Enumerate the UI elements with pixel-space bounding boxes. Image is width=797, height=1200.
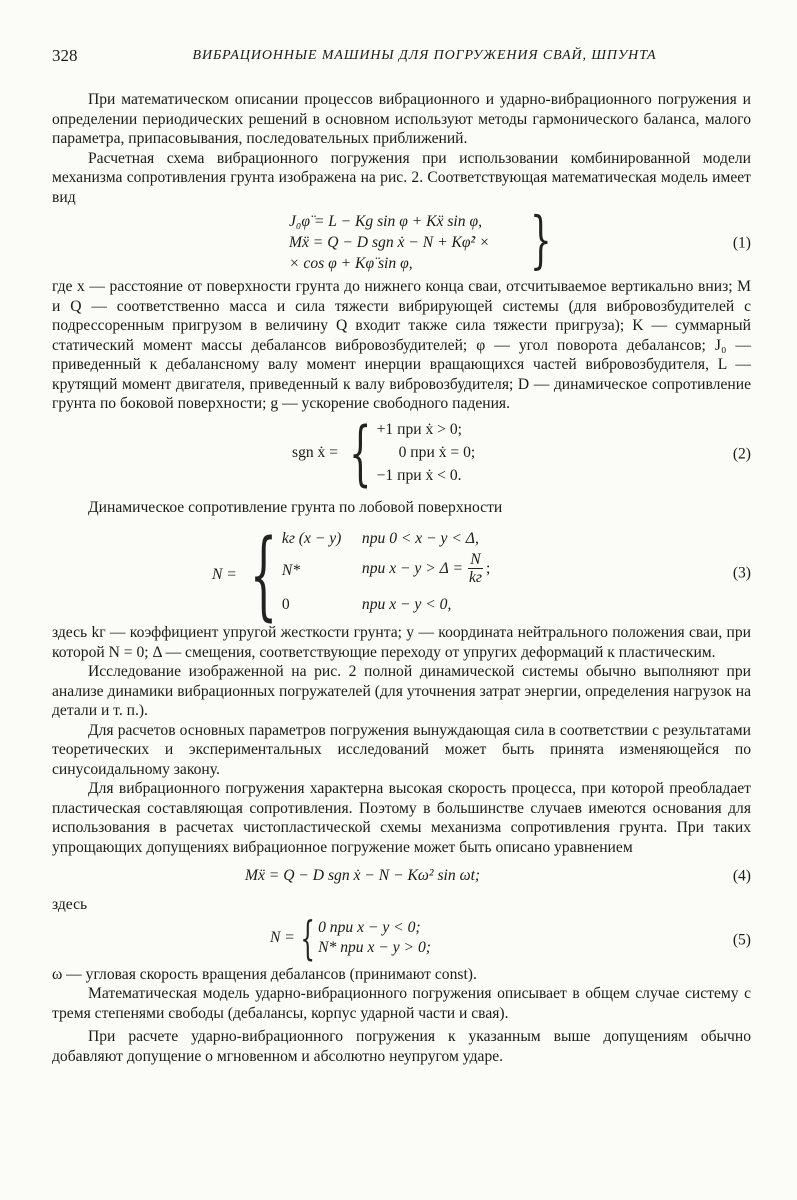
equation-1-line-1: J₀φ̈ = L − Kg sin φ + Kẍ sin φ, — [289, 213, 482, 230]
running-title: ВИБРАЦИОННЫЕ МАШИНЫ ДЛЯ ПОГРУЖЕНИЯ СВАЙ, ШПУНТА — [192, 48, 657, 63]
left-brace: { — [300, 910, 315, 965]
equation-5-lhs: N = — [270, 928, 295, 946]
equation-3-case-3-expr: 0 — [281, 596, 290, 613]
page-body — [52, 90, 751, 1066]
equation-3-number: (3) — [732, 564, 751, 582]
paragraph-frontal-resistance: Динамическое сопротивление грунта по лобовой поверхности — [88, 498, 503, 516]
equation-3-case-1-cond: при 0 < x − y < Δ, — [361, 530, 479, 547]
equation-3-lhs: N = — [212, 566, 237, 584]
paragraph-plastic: Для вибрационного погружения характерна высокая скорость процесса, при которой преобладает пластическая составляющая сопротивления. Поэтому в большинстве случаев имеются основания для использования в расчетах чистопластической схемы механизма сопротивления грунта. При таких упрощающих допущениях вибрационное погружение может быть описано уравнением — [52, 780, 751, 856]
paragraph-full-system: Исследование изображенной на рис. 2 полной динамической системы обычно выполняют при анализе динамики вибрационных погружателей (для уточнения затрат энергии, определения нагрузок на детали и т. п.). — [52, 663, 751, 719]
paragraph-forcing: Для расчетов основных параметров погружения вынуждающая сила в соответствии с результатами теоретических и экспериментальных исследований может быть принята изменяющейся по синусоидальному закону. — [52, 721, 751, 778]
equation-3-case-2-expr: N* — [281, 562, 301, 579]
page-number: 328 — [52, 46, 78, 65]
paragraph-omega: ω — угловая скорость вращения дебалансов (принимают const). — [52, 965, 477, 983]
equation-4-expr: Mẍ = Q − D sgn ẋ − N − Kω² sin ωt; — [245, 867, 481, 884]
paragraph-here: здесь — [52, 896, 88, 913]
equation-2-number: (2) — [732, 444, 751, 462]
paragraph-scheme: Расчетная схема вибрационного погружения при использовании комбинированной модели механизма сопротивления грунта изображена на рис. 2. Соответствующая математическая модель имеет вид — [52, 149, 751, 206]
equation-3-case-2-tail: ; — [485, 559, 491, 577]
equation-2-lhs: sgn ẋ = — [292, 443, 339, 461]
paragraph-definitions: где x — расстояние от поверхности грунта до нижнего конца сваи, отсчитываемое вертикально вниз; M и Q — соответственно масса и сила тяжести вибрирующей системы (для вибровозбудителей с подрессоренным пригрузом в величину Q входит также сила тяжести пригруза); K — суммарный статический момент массы дебалансов вибровозбудителей; φ — угол поворота дебалансов; J₀ — приведенный к дебалансному валу момент инерции вращающихся частей вибровозбудителя, L — крутящий момент двигателя, приведенный к валу вибровозбудителя; D — динамическое сопротивление грунта по боковой поверхности; g — ускорение свободного падения. — [52, 278, 751, 412]
fraction — [467, 551, 484, 586]
equation-3 — [52, 519, 751, 631]
fraction-numerator: N — [470, 551, 481, 568]
equation-4-number: (4) — [732, 867, 751, 885]
left-brace: { — [249, 519, 278, 631]
equation-3-case-2-cond: при x − y > Δ = — [361, 559, 463, 577]
equation-4 — [52, 857, 751, 895]
equation-1-line-3: × cos φ + Kφ̈ sin φ, — [289, 255, 413, 272]
paragraph-impact-assumption: При расчете ударно-вибрационного погружения к указанным выше допущениям обычно добавляют допущение о мгновенном и абсолютно неупругом ударе. — [52, 1028, 751, 1065]
paragraph-impact-model: Математическая модель ударно-вибрационного погружения описывает в общем случае систему с тремя степенями свободы (дебалансы, корпус ударной части и свая). — [52, 985, 751, 1022]
equation-3-case-3-cond: при x − y < 0, — [361, 596, 452, 613]
right-brace: } — [530, 203, 552, 276]
fraction-denominator: kг — [468, 569, 482, 587]
equation-5-case-1: 0 при x − y < 0; — [318, 918, 421, 936]
equation-3-case-1-expr: kг (x − y) — [281, 530, 342, 547]
page-header — [52, 46, 757, 68]
left-brace: { — [349, 411, 372, 494]
equation-1-line-2: Mẍ = Q − D sgn ẋ − N + Kφ̇² × — [289, 234, 490, 251]
equation-2-case-1: +1 при ẋ > 0; — [376, 421, 463, 438]
equation-5 — [52, 910, 751, 965]
equation-5-case-2: N* при x − y > 0; — [318, 938, 431, 956]
equation-2-case-3: −1 при ẋ < 0. — [376, 467, 462, 484]
equation-1-number: (1) — [732, 234, 751, 252]
equation-2 — [52, 411, 751, 494]
equation-2-case-2: 0 при ẋ = 0; — [398, 444, 476, 461]
equation-1 — [52, 203, 751, 277]
paragraph-stiffness: здесь kг — коэффициент упругой жесткости грунта; y — координата нейтрального положения сваи, при которой N = 0; Δ — смещения, соответствующие переходу от упругих деформаций к пластическим. — [52, 624, 751, 661]
equation-5-number: (5) — [732, 930, 751, 948]
paragraph-methods: При математическом описании процессов вибрационного и ударно-вибрационного погружения и определении периодических решений в основном используют методы гармонического баланса, малого параметра, припасовывания, последовательных приближений. — [52, 91, 751, 147]
